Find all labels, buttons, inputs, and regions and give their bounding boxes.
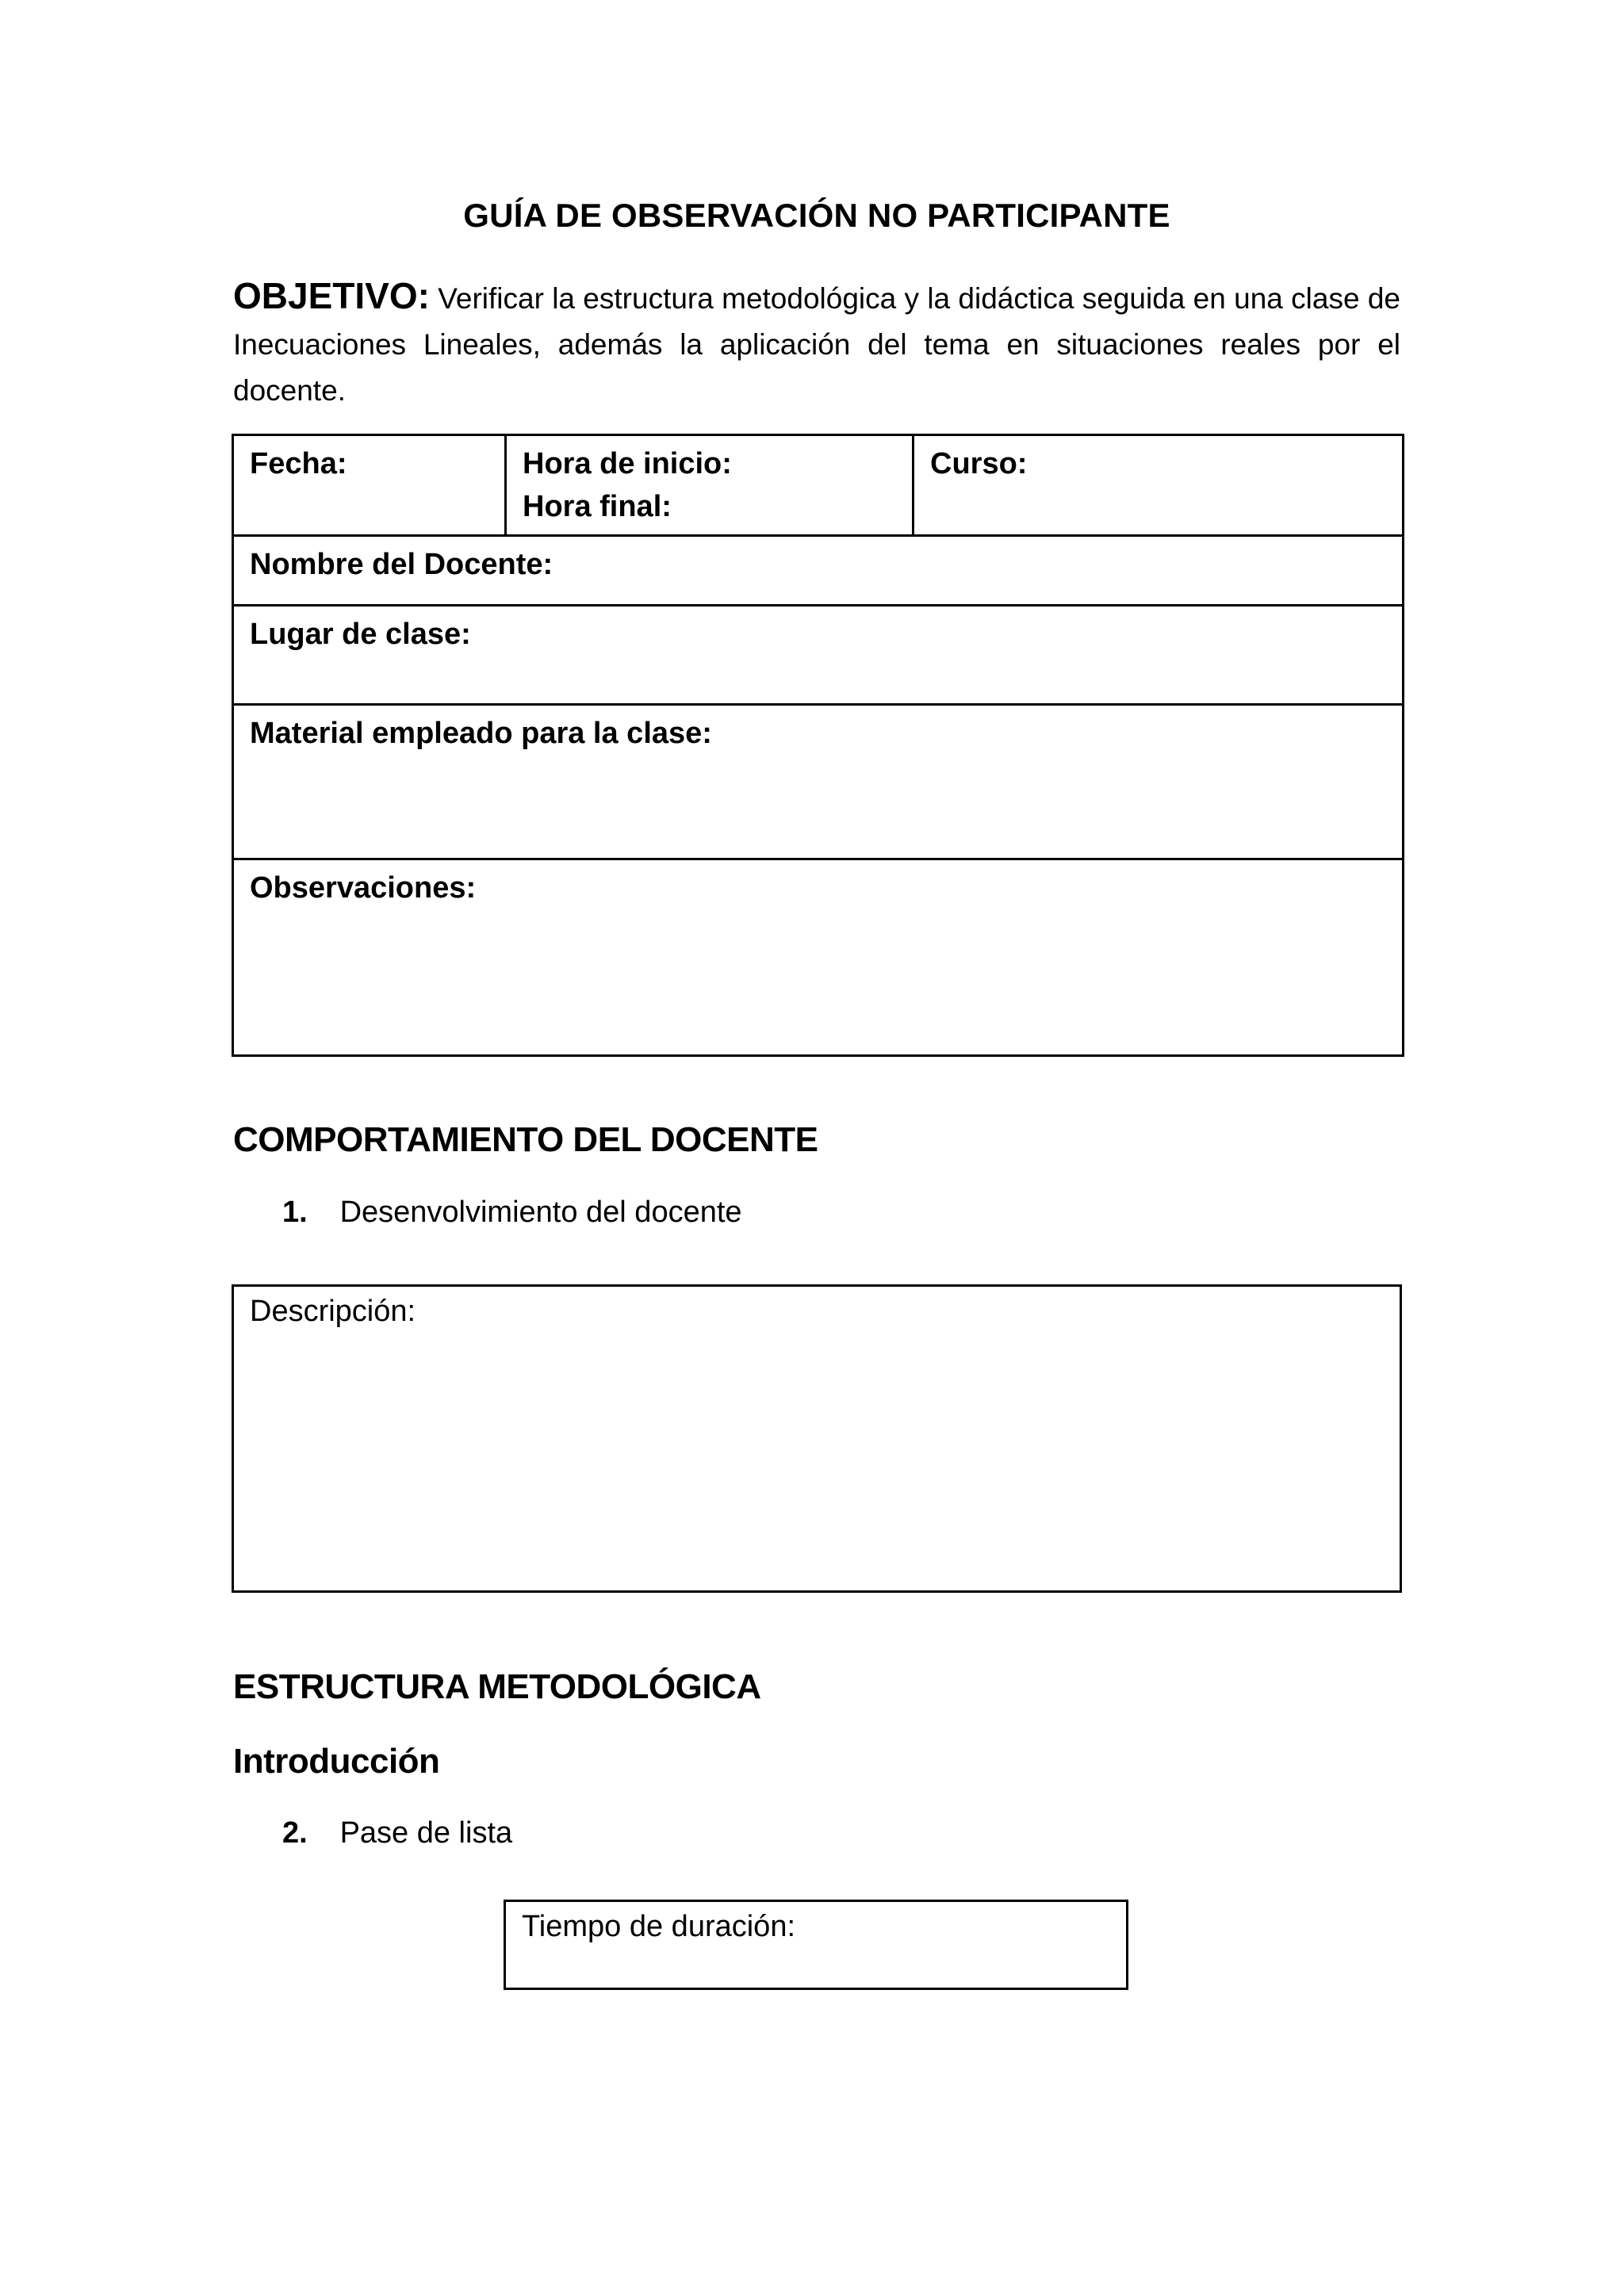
table-row [233,536,1404,606]
table-row [233,606,1404,705]
hora-cell[interactable] [506,435,914,536]
nombre-docente-cell[interactable] [233,536,1404,606]
table-row [233,859,1404,1056]
fecha-label: Fecha: [250,447,347,480]
item-number: 1. [282,1196,308,1229]
material-label: Material empleado para la clase: [250,717,712,750]
table-row [233,435,1404,536]
introduccion-subheading: Introducción [233,1742,440,1781]
curso-label: Curso: [930,447,1028,480]
list-item [282,1812,512,1854]
table-row [233,705,1404,859]
hora-final-label: Hora final: [523,490,672,523]
curso-cell[interactable] [914,435,1404,536]
fecha-cell[interactable] [233,435,506,536]
tiempo-duracion-box[interactable] [504,1900,1128,1990]
hora-inicio-label: Hora de inicio: [523,447,732,480]
objective-paragraph [233,273,1400,414]
descripcion-label: Descripción: [250,1295,416,1328]
item-text: Pase de lista [339,1816,513,1850]
document-title: GUÍA DE OBSERVACIÓN NO PARTICIPANTE [463,197,1170,234]
objective-label: OBJETIVO: [233,275,430,316]
comportamiento-heading: COMPORTAMIENTO DEL DOCENTE [233,1120,818,1159]
nombre-docente-label: Nombre del Docente: [250,548,553,581]
info-table [232,434,1404,1057]
observaciones-cell[interactable] [233,859,1404,1056]
item-number: 2. [282,1816,308,1850]
lugar-clase-label: Lugar de clase: [250,618,471,651]
lugar-clase-cell[interactable] [233,606,1404,705]
descripcion-box[interactable] [232,1284,1402,1593]
observaciones-label: Observaciones: [250,871,477,905]
item-text: Desenvolvimiento del docente [339,1196,742,1229]
estructura-heading: ESTRUCTURA METODOLÓGICA [233,1667,761,1706]
tiempo-duracion-label: Tiempo de duración: [522,1910,796,1943]
list-item [282,1191,742,1234]
material-cell[interactable] [233,705,1404,859]
objective-text: Verificar la estructura metodológica y la didáctica seguida en una clase de Inecuaciones Lineales, además la aplicación del tema en situaciones reales por el docente. [233,282,1401,407]
